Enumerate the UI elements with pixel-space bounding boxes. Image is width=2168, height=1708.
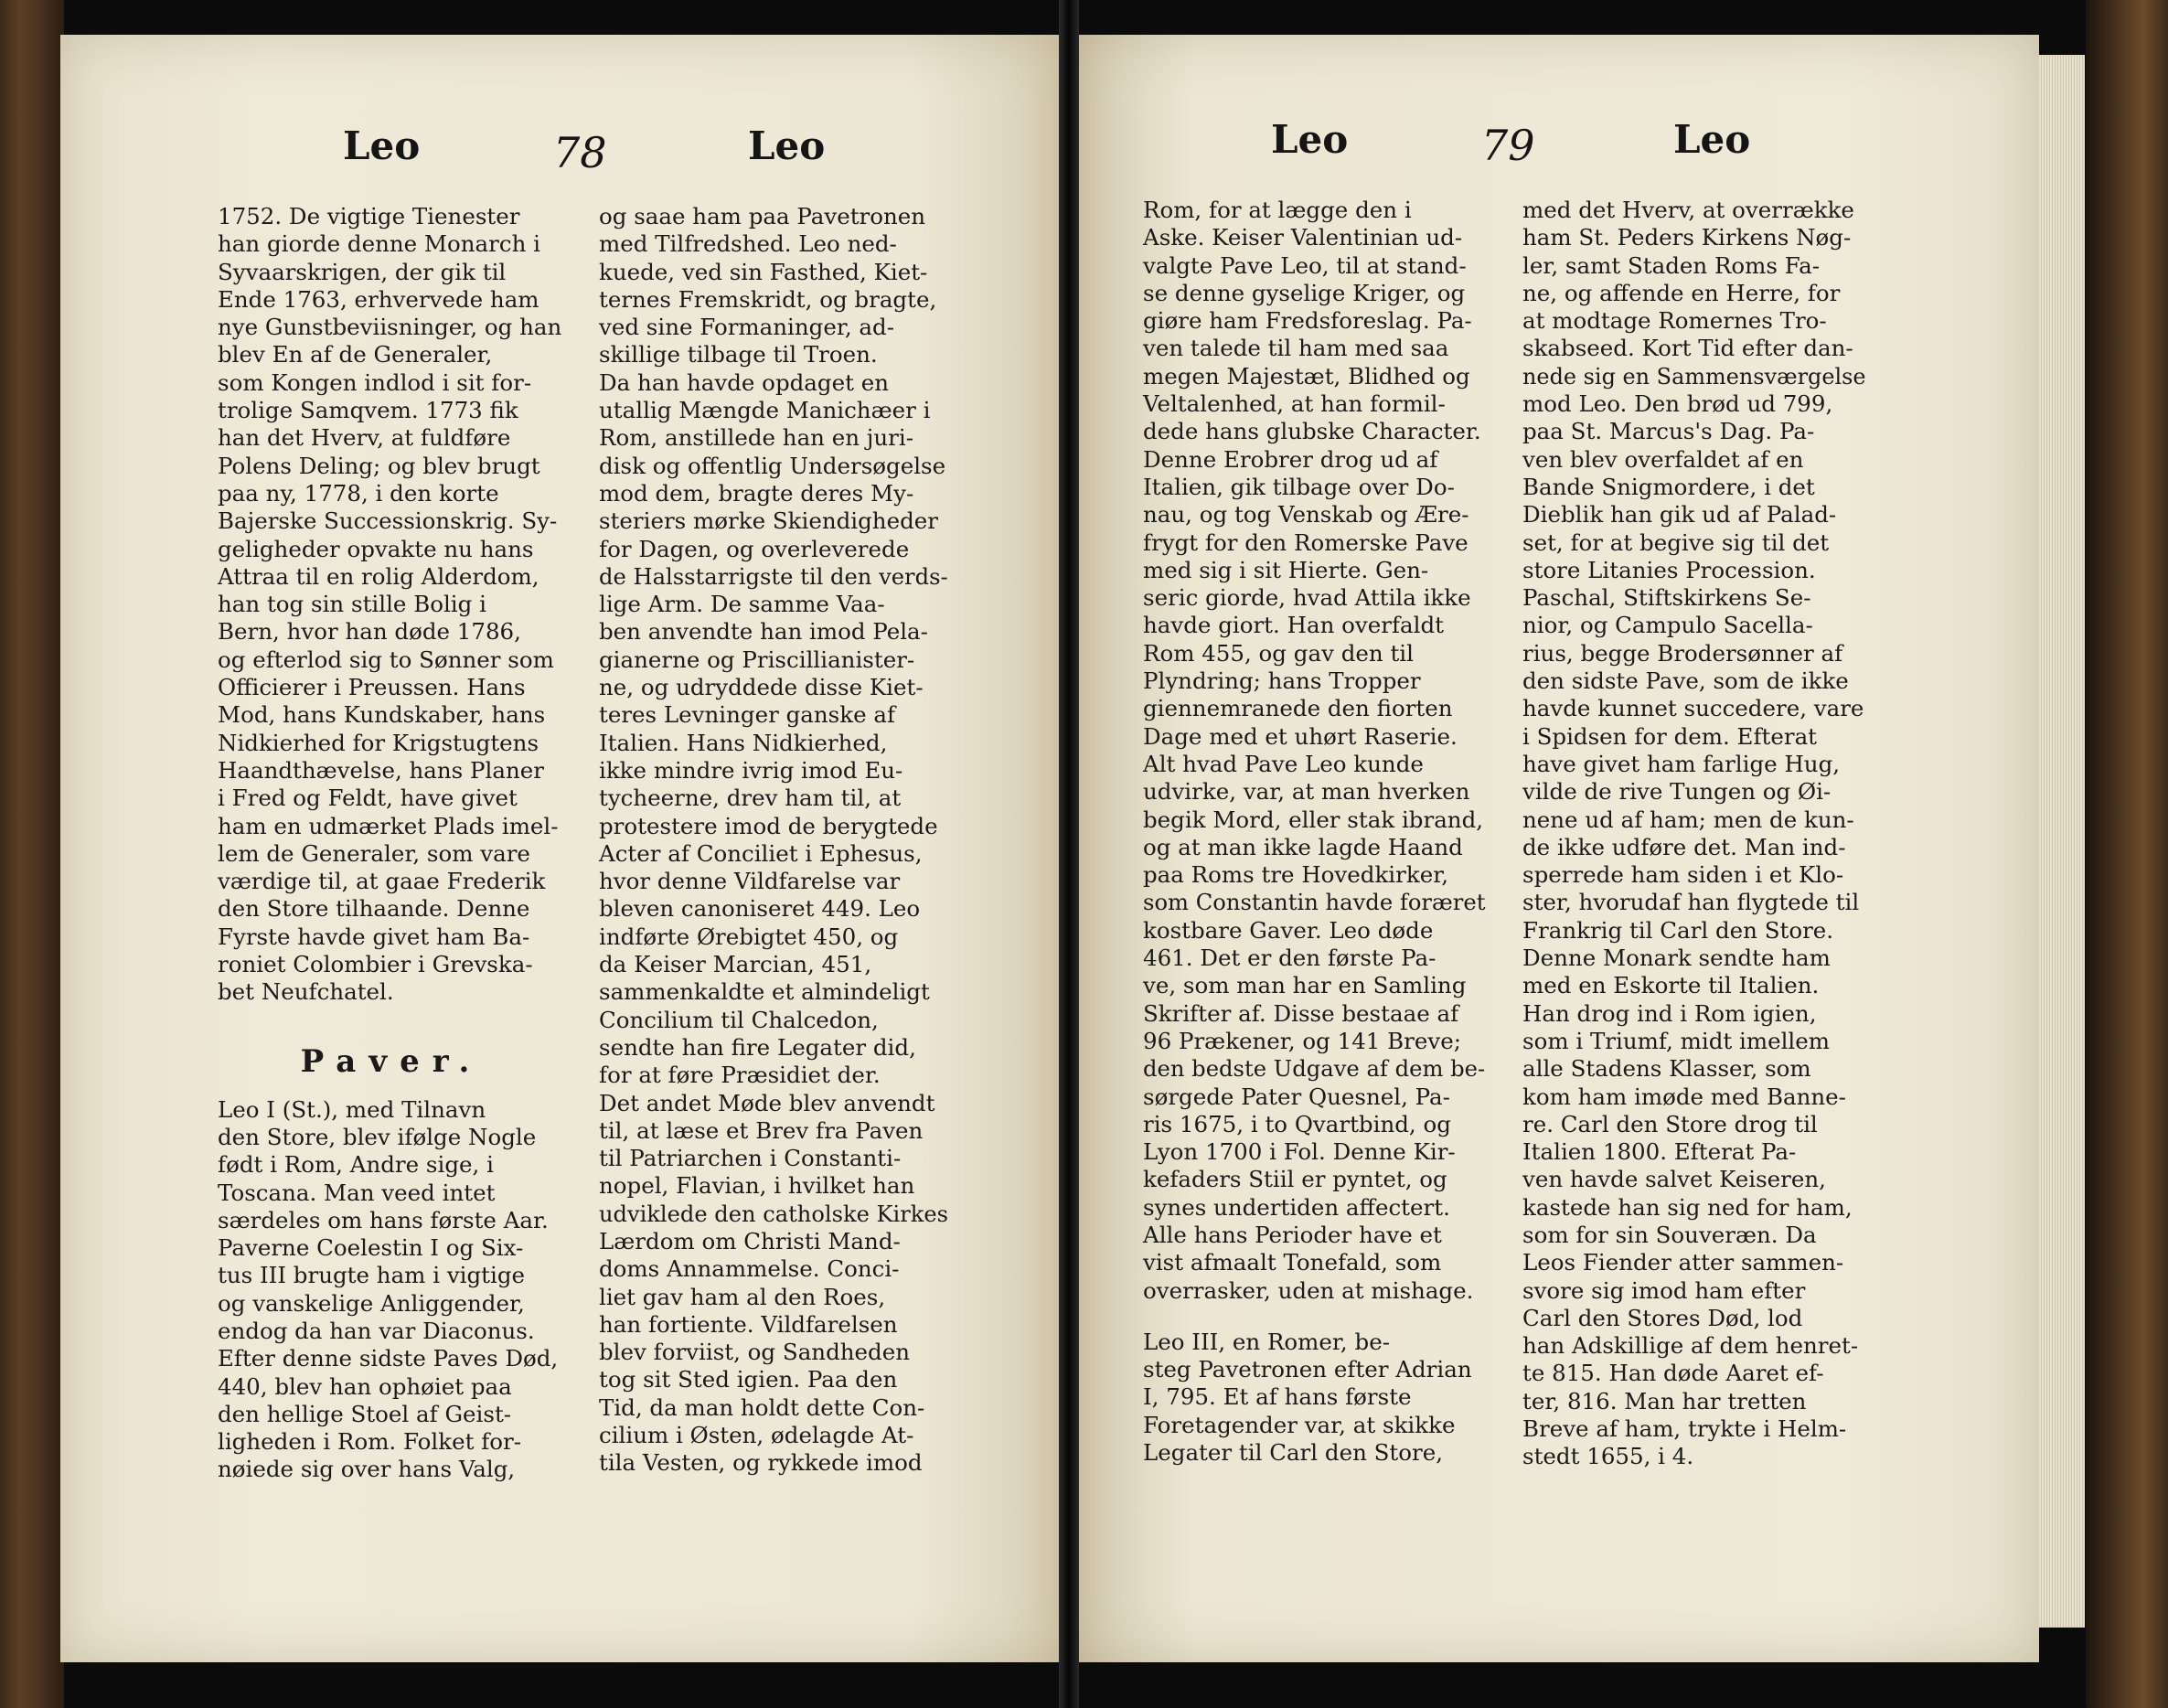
- text-line: 461. Det er den første Pa-: [1143, 945, 1436, 972]
- text-line: I, 795. Et af hans første: [1143, 1383, 1412, 1411]
- left-page-column-2: [599, 203, 948, 1478]
- text-line: Italien, gik tilbage over Do-: [1143, 473, 1455, 500]
- text-line: indførte Ørebigtet 450, og: [599, 923, 899, 950]
- text-line: steg Pavetronen efter Adrian: [1143, 1356, 1472, 1383]
- text-line: Denne Erobrer drog ud af: [1143, 445, 1438, 473]
- text-line: han tog sin stille Bolig i: [218, 591, 486, 618]
- text-line: valgte Pave Leo, til at stand-: [1143, 251, 1467, 279]
- text-line: Plyndring; hans Tropper: [1143, 667, 1421, 695]
- right-page-number: 79: [1481, 121, 1535, 170]
- text-line: den hellige Stoel af Geist-: [218, 1400, 512, 1427]
- text-line: Fyrste havde givet ham Ba-: [218, 923, 530, 950]
- text-line: Alt hvad Pave Leo kunde: [1143, 750, 1424, 777]
- text-line: ven havde salvet Keiseren,: [1522, 1166, 1826, 1193]
- text-line: nye Gunstbeviisninger, og han: [218, 314, 562, 341]
- text-line: Dieblik han gik ud af Palad-: [1522, 501, 1837, 528]
- text-line: den bedste Udgave af dem be-: [1143, 1055, 1486, 1083]
- text-line: som Constantin havde foræret: [1143, 889, 1486, 916]
- text-line: de ikke udføre det. Man ind-: [1522, 833, 1846, 860]
- text-line: og saae ham paa Pavetronen: [599, 203, 926, 230]
- text-line: Italien 1800. Efterat Pa-: [1522, 1138, 1797, 1166]
- text-line: Rom, for at lægge den i: [1143, 197, 1412, 223]
- text-line: Haandthævelse, hans Planer: [218, 756, 544, 784]
- left-page-number: 78: [553, 128, 607, 177]
- text-line: 440, blev han ophøiet paa: [218, 1372, 512, 1400]
- text-line: udviklede den catholske Kirkes: [599, 1200, 949, 1227]
- text-line: tila Vesten, og rykkede imod: [599, 1449, 923, 1477]
- text-line: at modtage Romernes Tro-: [1522, 307, 1827, 335]
- right-page-column-2: [1522, 197, 1866, 1471]
- text-line: synes undertiden affectert.: [1143, 1193, 1450, 1221]
- text-line: født i Rom, Andre sige, i: [218, 1151, 494, 1179]
- text-line: re. Carl den Store drog til: [1522, 1110, 1818, 1137]
- text-line: have givet ham farlige Hug,: [1522, 750, 1841, 777]
- text-line: værdige til, at gaae Frederik: [218, 868, 546, 895]
- text-line: tycheerne, drev ham til, at: [599, 785, 902, 812]
- text-line: Paverne Coelestin I og Six-: [218, 1234, 524, 1262]
- text-line: Leos Fiender atter sammen-: [1522, 1249, 1844, 1276]
- text-line: ham St. Peders Kirkens Nøg-: [1522, 224, 1852, 251]
- text-line: til Patriarchen i Constanti-: [599, 1145, 902, 1172]
- left-page-header-left: Leo: [343, 123, 421, 168]
- text-line: kastede han sig ned for ham,: [1522, 1193, 1853, 1221]
- text-line: doms Annammelse. Conci-: [599, 1255, 900, 1283]
- text-line: Efter denne sidste Paves Død,: [218, 1345, 559, 1372]
- left-page-column-1: [218, 203, 565, 1484]
- text-line: set, for at begive sig til det: [1522, 528, 1830, 556]
- text-line: som Kongen indlod i sit for-: [218, 368, 532, 396]
- text-line: og vanskelige Anliggender,: [218, 1289, 525, 1317]
- text-line: og efterlod sig to Sønner som: [218, 646, 554, 673]
- text-line: havde giort. Han overfaldt: [1143, 612, 1444, 639]
- text-line: havde kunnet succedere, vare: [1522, 695, 1864, 722]
- text-line: sendte han fire Legater did,: [599, 1033, 916, 1061]
- text-line: Bern, hvor han døde 1786,: [218, 618, 521, 646]
- text-line: ven blev overfaldet af en: [1522, 445, 1804, 473]
- text-line: Italien. Hans Nidkierhed,: [599, 729, 888, 756]
- text-line: ve, som man har en Samling: [1143, 972, 1467, 999]
- text-line: begik Mord, eller stak ibrand,: [1143, 806, 1484, 833]
- text-line: paa Roms tre Hovedkirker,: [1143, 861, 1449, 889]
- text-line: mod dem, bragte deres My-: [599, 479, 914, 507]
- text-line: nopel, Flavian, i hvilket han: [599, 1172, 915, 1200]
- text-line: de Halsstarrigste til den verds-: [599, 562, 948, 590]
- text-line: alle Stadens Klasser, som: [1522, 1055, 1811, 1083]
- text-line: ligheden i Rom. Folket for-: [218, 1428, 522, 1456]
- text-line: vist afmaalt Tonefald, som: [1143, 1249, 1442, 1276]
- text-line: Attraa til en rolig Alderdom,: [218, 562, 539, 590]
- text-line: skabseed. Kort Tid efter dan-: [1522, 335, 1853, 362]
- text-line: tus III brugte ham i vigtige: [218, 1262, 526, 1289]
- right-page-header-left: Leo: [1271, 117, 1349, 162]
- text-line: Rom, anstillede han en juri-: [599, 424, 914, 452]
- text-line: ham en udmærket Plads imel-: [218, 812, 559, 839]
- text-line: tog sit Sted igien. Paa den: [599, 1366, 898, 1393]
- text-line: Mod, hans Kundskaber, hans: [218, 701, 546, 729]
- text-line: ternes Fremskridt, og bragte,: [599, 285, 937, 313]
- text-line: skillige tilbage til Troen.: [599, 341, 878, 368]
- text-line: bleven canoniseret 449. Leo: [599, 895, 921, 923]
- text-line: hvor denne Vildfarelse var: [599, 868, 901, 895]
- left-col1-text: [218, 203, 565, 1007]
- text-line: Foretagender var, at skikke: [1143, 1411, 1456, 1438]
- text-line: utallig Mængde Manichæer i: [599, 397, 931, 424]
- text-line: Ende 1763, erhvervede ham: [218, 285, 539, 313]
- gutter: [1059, 0, 1079, 1708]
- text-line: 96 Prækener, og 141 Breve;: [1143, 1027, 1461, 1054]
- text-line: for at føre Præsidiet der.: [599, 1062, 881, 1089]
- text-line: paa ny, 1778, i den korte: [218, 479, 499, 507]
- right-page-header-right: Leo: [1673, 117, 1751, 162]
- text-line: med en Eskorte til Italien.: [1522, 972, 1820, 999]
- text-line: Frankrig til Carl den Store.: [1522, 916, 1834, 944]
- text-line: Da han havde opdaget en: [599, 368, 890, 396]
- right-col1-text-b: [1143, 1329, 1485, 1467]
- text-line: Leo I (St.), med Tilnavn: [218, 1095, 486, 1123]
- text-line: dede hans glubske Character.: [1143, 418, 1481, 445]
- left-col1-text-b: [218, 1096, 565, 1484]
- text-line: ris 1675, i to Qvartbind, og: [1143, 1110, 1451, 1137]
- text-line: nøiede sig over hans Valg,: [218, 1456, 516, 1483]
- text-line: giennemranede den fiorten: [1143, 695, 1453, 722]
- section-heading: Paver.: [300, 1042, 483, 1080]
- text-line: bet Neufchatel.: [218, 978, 394, 1006]
- text-line: til, at læse et Brev fra Paven: [599, 1116, 924, 1144]
- text-line: store Litanies Procession.: [1522, 556, 1816, 583]
- text-line: seric giorde, hvad Attila ikke: [1143, 584, 1471, 612]
- text-line: som i Triumf, midt imellem: [1522, 1027, 1830, 1054]
- text-line: protestere imod de berygtede: [599, 812, 938, 839]
- text-line: megen Majestæt, Blidhed og: [1143, 362, 1470, 390]
- text-line: med det Hverv, at overrække: [1522, 197, 1854, 223]
- text-line: Rom 455, og gav den til: [1143, 639, 1414, 667]
- text-line: sammenkaldte et almindeligt: [599, 978, 930, 1006]
- text-line: som for sin Souveræn. Da: [1522, 1221, 1817, 1248]
- text-line: Lærdom om Christi Mand-: [599, 1227, 901, 1254]
- text-line: endog da han var Diaconus.: [218, 1317, 535, 1344]
- text-line: blev forviist, og Sandheden: [599, 1339, 910, 1366]
- text-line: gianerne og Priscillianister-: [599, 646, 915, 673]
- text-line: han giorde denne Monarch i: [218, 230, 540, 258]
- text-line: nior, og Campulo Sacella-: [1522, 612, 1813, 639]
- text-line: Syvaarskrigen, der gik til: [218, 258, 507, 285]
- text-line: lige Arm. De samme Vaa-: [599, 591, 885, 618]
- text-line: ter, 816. Man har tretten: [1522, 1387, 1807, 1414]
- text-line: sørgede Pater Quesnel, Pa-: [1143, 1083, 1450, 1110]
- text-line: blev En af de Generaler,: [218, 341, 493, 368]
- right-page-column-1: [1143, 197, 1485, 1467]
- text-line: Denne Monark sendte ham: [1522, 945, 1831, 972]
- text-line: geligheder opvakte nu hans: [218, 535, 534, 562]
- text-line: han fortiente. Vildfarelsen: [599, 1310, 898, 1338]
- text-line: Concilium til Chalcedon,: [599, 1006, 879, 1033]
- text-line: Han drog ind i Rom igien,: [1522, 999, 1817, 1027]
- text-line: ne, og udryddede disse Kiet-: [599, 674, 924, 701]
- text-line: 1752. De vigtige Tienester: [218, 203, 520, 230]
- right-cover: [2086, 0, 2168, 1708]
- text-line: nene ud af ham; men de kun-: [1522, 806, 1854, 833]
- text-line: ben anvendte han imod Pela-: [599, 618, 928, 646]
- text-line: Dage med et uhørt Raserie.: [1143, 722, 1458, 750]
- text-line: Aske. Keiser Valentinian ud-: [1143, 224, 1463, 251]
- text-line: overrasker, uden at mishage.: [1143, 1276, 1474, 1304]
- text-line: Paschal, Stiftskirkens Se-: [1522, 584, 1811, 612]
- text-line: Acter af Conciliet i Ephesus,: [599, 839, 923, 867]
- text-line: kefaders Stiil er pyntet, og: [1143, 1166, 1447, 1193]
- text-line: for Dagen, og overleverede: [599, 535, 910, 562]
- text-line: ne, og affende en Herre, for: [1522, 279, 1841, 306]
- text-line: Breve af ham, trykte i Helm-: [1522, 1415, 1847, 1443]
- text-line: frygt for den Romerske Pave: [1143, 528, 1468, 556]
- text-line: kom ham imøde med Banne-: [1522, 1083, 1846, 1110]
- right-col1-text: [1143, 197, 1485, 1305]
- text-line: da Keiser Marcian, 451,: [599, 951, 872, 978]
- text-line: lem de Generaler, som vare: [218, 839, 530, 867]
- text-line: ler, samt Staden Roms Fa-: [1522, 251, 1820, 279]
- paragraph-gap: [1143, 1305, 1485, 1329]
- text-line: Carl den Stores Død, lod: [1522, 1304, 1803, 1331]
- text-line: med sig i sit Hierte. Gen-: [1143, 556, 1429, 583]
- text-line: liet gav ham al den Roes,: [599, 1283, 886, 1310]
- text-line: Leo III, en Romer, be-: [1143, 1328, 1390, 1355]
- text-line: Lyon 1700 i Fol. Denne Kir-: [1143, 1138, 1456, 1166]
- text-line: cilium i Østen, ødelagde At-: [599, 1422, 914, 1449]
- text-line: Officierer i Preussen. Hans: [218, 674, 526, 701]
- text-line: ven talede til ham med saa: [1143, 335, 1449, 362]
- text-line: Toscana. Man veed intet: [218, 1179, 496, 1206]
- text-line: Alle hans Perioder have et: [1143, 1221, 1442, 1248]
- text-line: særdeles om hans første Aar.: [218, 1206, 549, 1233]
- text-line: han Adskillige af dem henret-: [1522, 1332, 1859, 1360]
- text-line: udvirke, var, at man hverken: [1143, 778, 1470, 806]
- text-line: giøre ham Fredsforeslag. Pa-: [1143, 307, 1472, 335]
- text-line: svore sig imod ham efter: [1522, 1276, 1806, 1304]
- text-line: se denne gyselige Kriger, og: [1143, 279, 1466, 306]
- text-line: roniet Colombier i Grevska-: [218, 951, 533, 978]
- text-line: i Fred og Feldt, have givet: [218, 785, 518, 812]
- text-line: ster, hvorudaf han flygtede til: [1522, 889, 1860, 916]
- text-line: Bajerske Successionskrig. Sy-: [218, 507, 558, 535]
- text-line: mod Leo. Den brød ud 799,: [1522, 390, 1833, 418]
- text-line: og at man ikke lagde Haand: [1143, 833, 1463, 860]
- text-line: teres Levninger ganske af: [599, 701, 896, 729]
- text-line: den Store, blev ifølge Nogle: [218, 1123, 537, 1150]
- text-line: vilde de rive Tungen og Øi-: [1522, 778, 1832, 806]
- text-line: i Spidsen for dem. Efterat: [1522, 722, 1818, 750]
- text-line: kuede, ved sin Fasthed, Kiet-: [599, 258, 928, 285]
- text-line: Veltalenhed, at han formil-: [1143, 390, 1446, 418]
- text-line: trolige Samqvem. 1773 fik: [218, 397, 518, 424]
- text-line: Skrifter af. Disse bestaae af: [1143, 999, 1459, 1027]
- text-line: Nidkierhed for Krigstugtens: [218, 729, 539, 756]
- text-line: den Store tilhaande. Denne: [218, 895, 530, 923]
- text-line: den sidste Pave, som de ikke: [1522, 667, 1849, 695]
- text-line: med Tilfredshed. Leo ned-: [599, 230, 897, 258]
- text-line: disk og offentlig Undersøgelse: [599, 452, 946, 479]
- text-line: sperrede ham siden i et Klo-: [1522, 861, 1844, 889]
- text-line: ved sine Formaninger, ad-: [599, 314, 894, 341]
- text-line: nede sig en Sammensværgelse: [1522, 362, 1866, 390]
- left-page-header-right: Leo: [748, 123, 826, 168]
- text-line: Polens Deling; og blev brugt: [218, 452, 540, 479]
- text-line: Bande Snigmordere, i det: [1522, 473, 1815, 500]
- text-line: stedt 1655, i 4.: [1522, 1443, 1694, 1470]
- text-line: paa St. Marcus's Dag. Pa-: [1522, 418, 1815, 445]
- text-line: han det Hverv, at fuldføre: [218, 424, 511, 452]
- text-line: rius, begge Brodersønner af: [1522, 639, 1843, 667]
- text-line: Tid, da man holdt dette Con-: [599, 1393, 925, 1421]
- text-line: nau, og tog Venskab og Ære-: [1143, 501, 1469, 528]
- text-line: ikke mindre ivrig imod Eu-: [599, 756, 903, 784]
- text-line: steriers mørke Skiendigheder: [599, 507, 938, 535]
- text-line: te 815. Han døde Aaret ef-: [1522, 1360, 1824, 1387]
- left-cover: [0, 0, 64, 1708]
- text-line: Legater til Carl den Store,: [1143, 1439, 1444, 1467]
- page-edges: [2039, 55, 2085, 1628]
- text-line: kostbare Gaver. Leo døde: [1143, 916, 1434, 944]
- text-line: Det andet Møde blev anvendt: [599, 1089, 935, 1116]
